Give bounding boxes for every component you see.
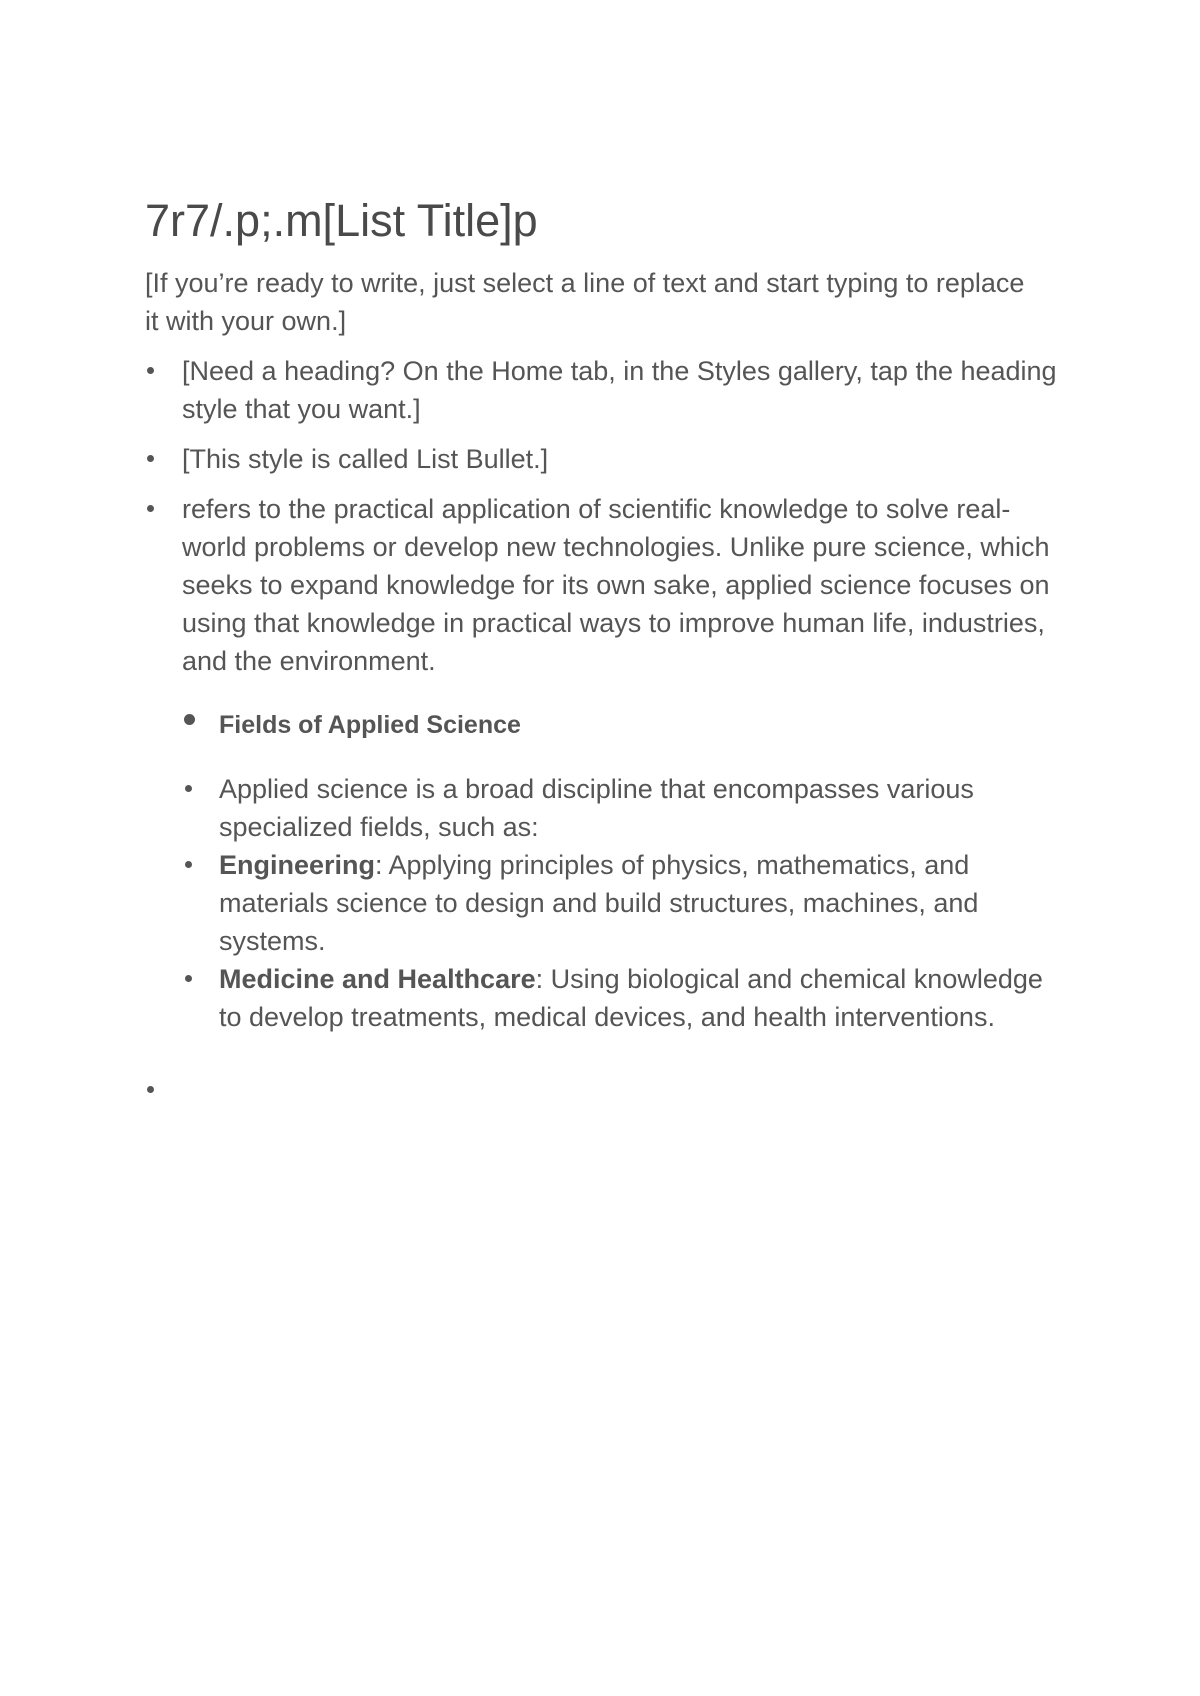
bullet-icon	[147, 367, 154, 374]
engineering-label: Engineering	[219, 850, 376, 880]
bullet-icon	[147, 505, 154, 512]
intro-paragraph: [If you’re ready to write, just select a line of text and start typing to replace it with your own.]	[145, 268, 1025, 336]
medicine-text: : Using biological and chemical knowledge to develop treatments, medical devices, and health interventions.	[219, 964, 1043, 1032]
engineering-text: : Applying principles of physics, mathematics, and materials science to design and build structures, machines, and systems.	[219, 850, 979, 956]
medicine-label: Medicine and Healthcare	[219, 964, 536, 994]
list-item: Applied science is a broad discipline that encompasses various specialized fields, such as:	[219, 774, 974, 842]
sub-heading: Fields of Applied Science	[219, 711, 521, 739]
list-item: refers to the practical application of scientific knowledge to solve real-world problems or develop new technologies. Unlike pure science, which seeks to expand knowledge for its own sake, applied science focuses on using that knowledge in practical ways to improve human life, industries, and the environment.	[182, 494, 1050, 676]
bullet-icon	[185, 975, 192, 982]
bullet-icon	[185, 861, 192, 868]
list-title: 7r7/.p;.m[List Title]p	[145, 195, 538, 246]
list-item	[219, 960, 1069, 1036]
bullet-icon	[184, 714, 195, 725]
bullet-icon	[185, 785, 192, 792]
bullet-icon	[147, 1086, 154, 1093]
list-item: [This style is called List Bullet.]	[182, 444, 549, 474]
list-item: [Need a heading? On the Home tab, in the Styles gallery, tap the heading style that you want.]	[182, 356, 1057, 424]
bullet-icon	[147, 455, 154, 462]
list-item	[219, 846, 1019, 960]
